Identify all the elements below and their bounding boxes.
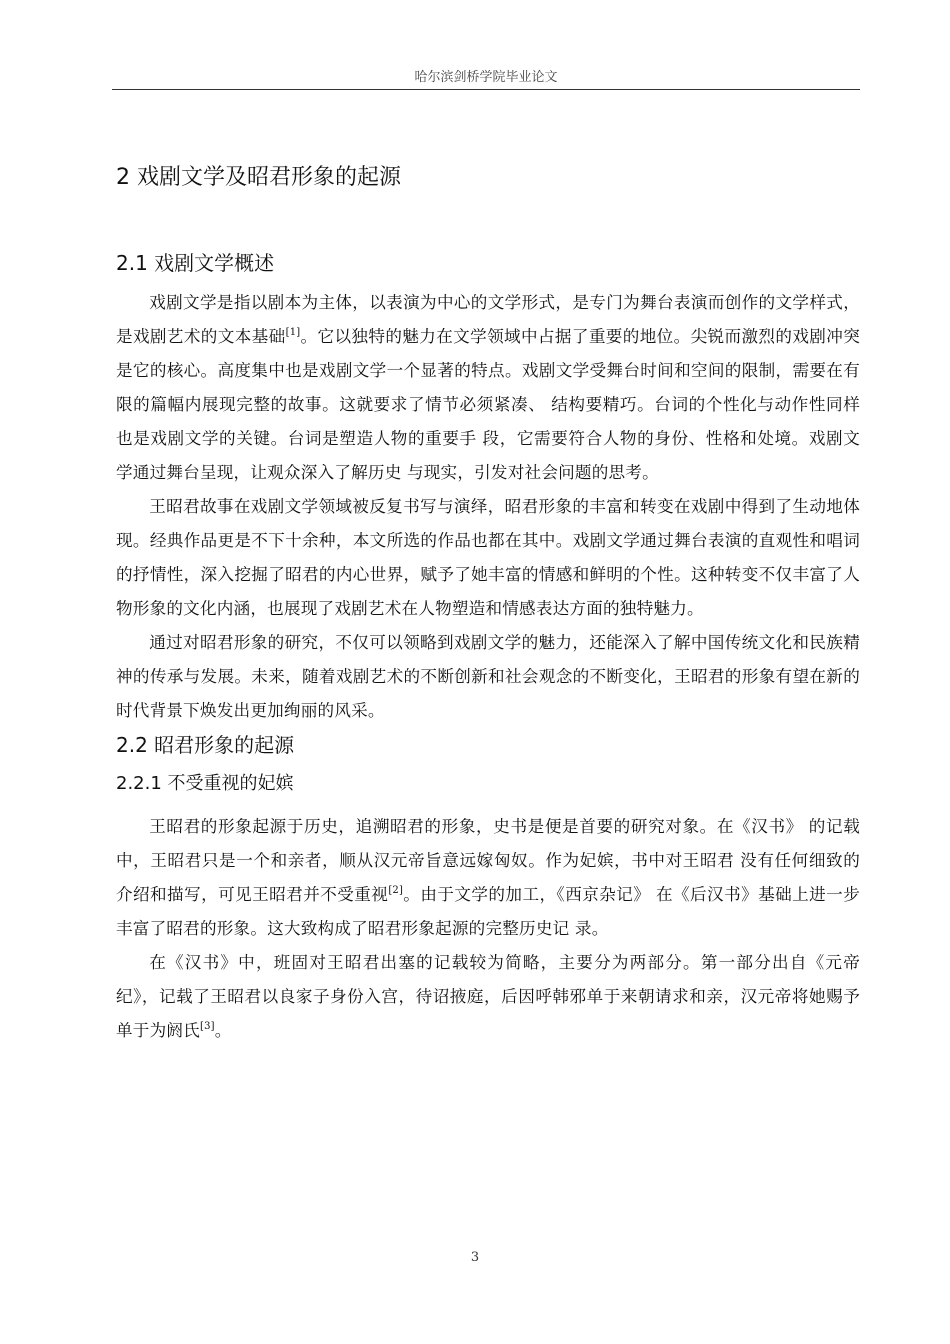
citation-ref[interactable]: [2] <box>388 885 404 896</box>
paragraph <box>116 286 860 490</box>
paragraph-text: 在《汉书》中，班固对王昭君出塞的记载较为简略，主要分为两部分。第一部分出自《元帝纪》，记载了王昭君以良家子身份入宫，待诏掖庭，后因呼韩邪单于来朝请求和亲，汉元帝将她赐予单于为阏氏 <box>116 953 860 1040</box>
paragraph: 王昭君故事在戏剧文学领域被反复书写与演绎，昭君形象的丰富和转变在戏剧中得到了生动地体现。经典作品更是不下十余种，本文所选的作品也都在其中。戏剧文学通过舞台表演的直观性和唱词的抒情性，深入挖掘了昭君的内心世界，赋予了她丰富的情感和鲜明的个性。这种转变不仅丰富了人物形象的文化内涵，也展现了戏剧艺术在人物塑造和情感表达方面的独特魅力。 <box>116 497 860 618</box>
section-title-2-1: 2.1 戏剧文学概述 <box>116 251 275 275</box>
paragraph-text: 戏剧文学是指以剧本为主体，以表演为中心的文学形式，是专门为舞台表演而创作的文学样式，是戏剧艺术的文本基础 <box>116 293 860 346</box>
paragraph-text: 。 <box>214 1021 232 1040</box>
citation-ref[interactable]: [1] <box>285 327 301 338</box>
page-number: 3 <box>470 1250 480 1265</box>
section-title-2-2: 2.2 昭君形象的起源 <box>116 733 295 757</box>
paragraph-text: 。它以独特的魅力在文学领域中占据了重要的地位。尖锐而激烈的戏剧冲突是它的核心。高度集中也是戏剧文学一个显著的特点。戏剧文学受舞台时间和空间的限制，需要在有限的篇幅内展现完整的故事。这就要求了情节必须紧凑、 结构要精巧。台词的个性化与动作性同样也是戏剧文学的关键。台词是塑造人物的重要手 段，它需要符合人物的身份、性格和处境。戏剧文学通过舞台呈现，让观众深入了解历史 与现实，引发对社会问题的思考。 <box>116 327 860 482</box>
chapter-title: 2 戏剧文学及昭君形象的起源 <box>116 165 401 190</box>
header-divider <box>112 89 860 90</box>
running-header: 哈尔滨剑桥学院毕业论文 <box>414 70 558 85</box>
subsection-title-2-2-1: 2.2.1 不受重视的妃嫔 <box>116 773 294 794</box>
citation-ref[interactable]: [3] <box>199 1021 215 1032</box>
paragraph: 通过对昭君形象的研究，不仅可以领略到戏剧文学的魅力，还能深入了解中国传统文化和民族精神的传承与发展。未来，随着戏剧艺术的不断创新和社会观念的不断变化，王昭君的形象有望在新的时代背景下焕发出更加绚丽的风采。 <box>116 633 860 720</box>
paragraph-text: 。由于文学的加工，《西京杂记》 在《后汉书》基础上进一步丰富了昭君的形象。这大致构成了昭君形象起源的完整历史记 录。 <box>116 885 860 938</box>
paragraph <box>116 810 860 946</box>
page-body <box>116 162 860 1048</box>
paragraph-text: 王昭君的形象起源于历史，追溯昭君的形象，史书是便是首要的研究对象。在《汉书》 的记载中，王昭君只是一个和亲者，顺从汉元帝旨意远嫁匈奴。作为妃嫔，书中对王昭君 没有任何细致的介绍和描写，可见王昭君并不受重视 <box>116 817 860 904</box>
paragraph <box>116 946 860 1048</box>
